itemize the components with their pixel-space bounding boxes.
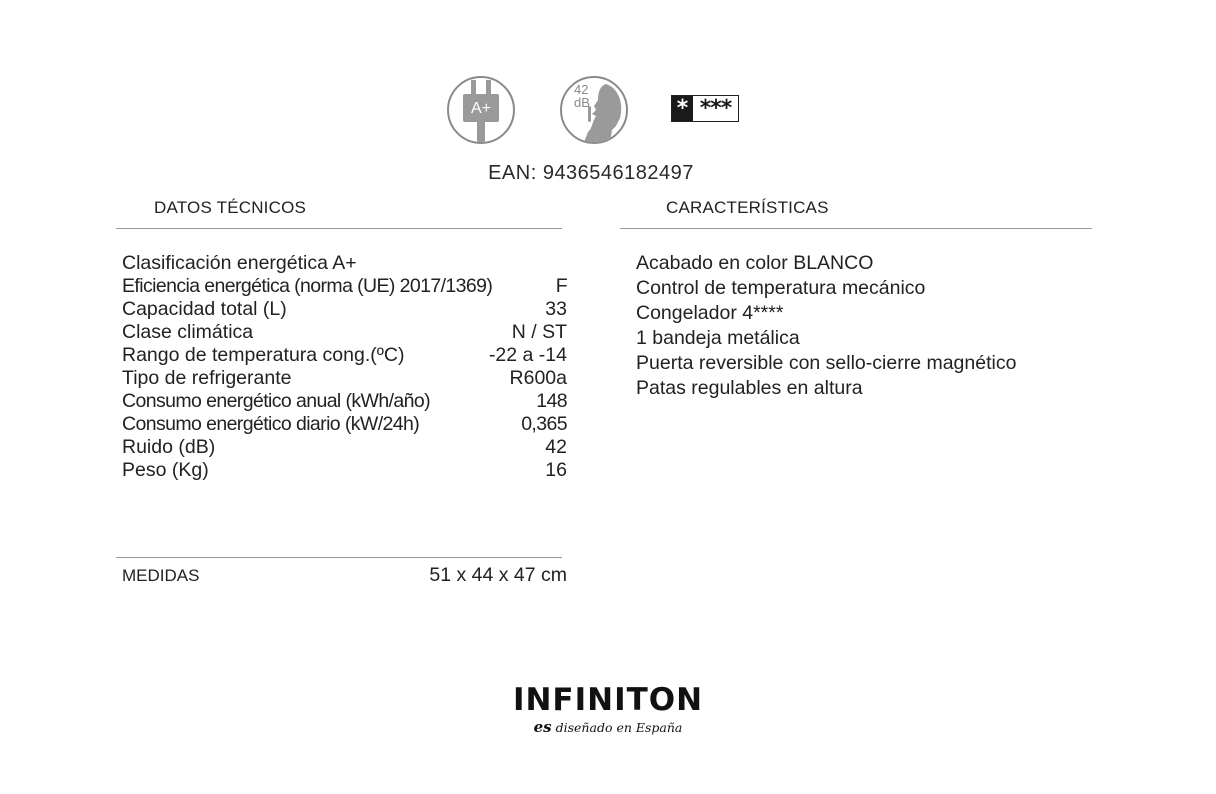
spec-label: Rango de temperatura cong.(ºC) [122, 344, 405, 366]
spec-label: Clasificación energética A+ [122, 252, 357, 274]
infiniton-logo: INFINITON [512, 682, 704, 718]
spec-value: -22 a -14 [488, 344, 567, 366]
noise-db-value: 42 [574, 82, 589, 97]
feature-item: 1 bandeja metálica [636, 327, 800, 349]
spec-label: Capacidad total (L) [122, 298, 287, 320]
measures-divider [116, 557, 562, 558]
measures-value: 51 x 44 x 47 cm [429, 564, 567, 586]
measures-label: MEDIDAS [122, 566, 200, 585]
features-title: CARACTERÍSTICAS [666, 198, 829, 217]
spec-row [122, 436, 567, 459]
technical-divider [116, 228, 562, 229]
spec-row [122, 390, 567, 413]
spec-label: Clase climática [122, 321, 254, 343]
spec-label: Peso (Kg) [122, 459, 209, 481]
spec-row [122, 367, 567, 390]
spec-label: Eficiencia energética (norma (UE) 2017/1369) [122, 275, 493, 297]
silent-face-icon [560, 76, 628, 144]
feature-item: Congelador 4**** [636, 302, 784, 324]
brand-tagline [0, 718, 1216, 736]
tagline-text: diseñado en España [555, 720, 683, 735]
technical-data-title: DATOS TÉCNICOS [154, 198, 307, 217]
tagline-es: es [533, 718, 552, 736]
freezer-stars-icon [671, 95, 739, 122]
spec-label: Consumo energético diario (kW/24h) [122, 413, 420, 435]
spec-value: 16 [545, 459, 567, 481]
spec-row [122, 275, 567, 298]
energy-plug-icon [447, 76, 515, 144]
spec-label: Consumo energético anual (kWh/año) [122, 390, 431, 412]
spec-row [122, 344, 567, 367]
feature-item: Acabado en color BLANCO [636, 252, 874, 274]
spec-row [122, 459, 567, 482]
spec-value: R600a [509, 367, 567, 389]
spec-value: 33 [545, 298, 567, 320]
noise-db-unit: dB [574, 95, 590, 110]
feature-item: Control de temperatura mecánico [636, 277, 926, 299]
ean-code: EAN: 9436546182497 [488, 162, 694, 184]
spec-row [122, 413, 567, 436]
spec-row [122, 321, 567, 344]
spec-value: 42 [545, 436, 567, 458]
freezer-star-filled: * [672, 96, 693, 121]
spec-row [122, 298, 567, 321]
spec-value: F [555, 275, 567, 297]
spec-value: 148 [536, 390, 567, 412]
energy-class-label: A+ [470, 100, 491, 117]
spec-label: Ruido (dB) [122, 436, 216, 458]
spec-row [122, 252, 567, 275]
feature-item: Puerta reversible con sello-cierre magnético [636, 352, 1017, 374]
spec-value: N / ST [511, 321, 567, 343]
freezer-stars-rest: *** [699, 95, 732, 121]
spec-label: Tipo de refrigerante [122, 367, 292, 389]
spec-value: 0,365 [521, 413, 567, 435]
feature-item: Patas regulables en altura [636, 377, 863, 399]
features-divider [620, 228, 1092, 229]
